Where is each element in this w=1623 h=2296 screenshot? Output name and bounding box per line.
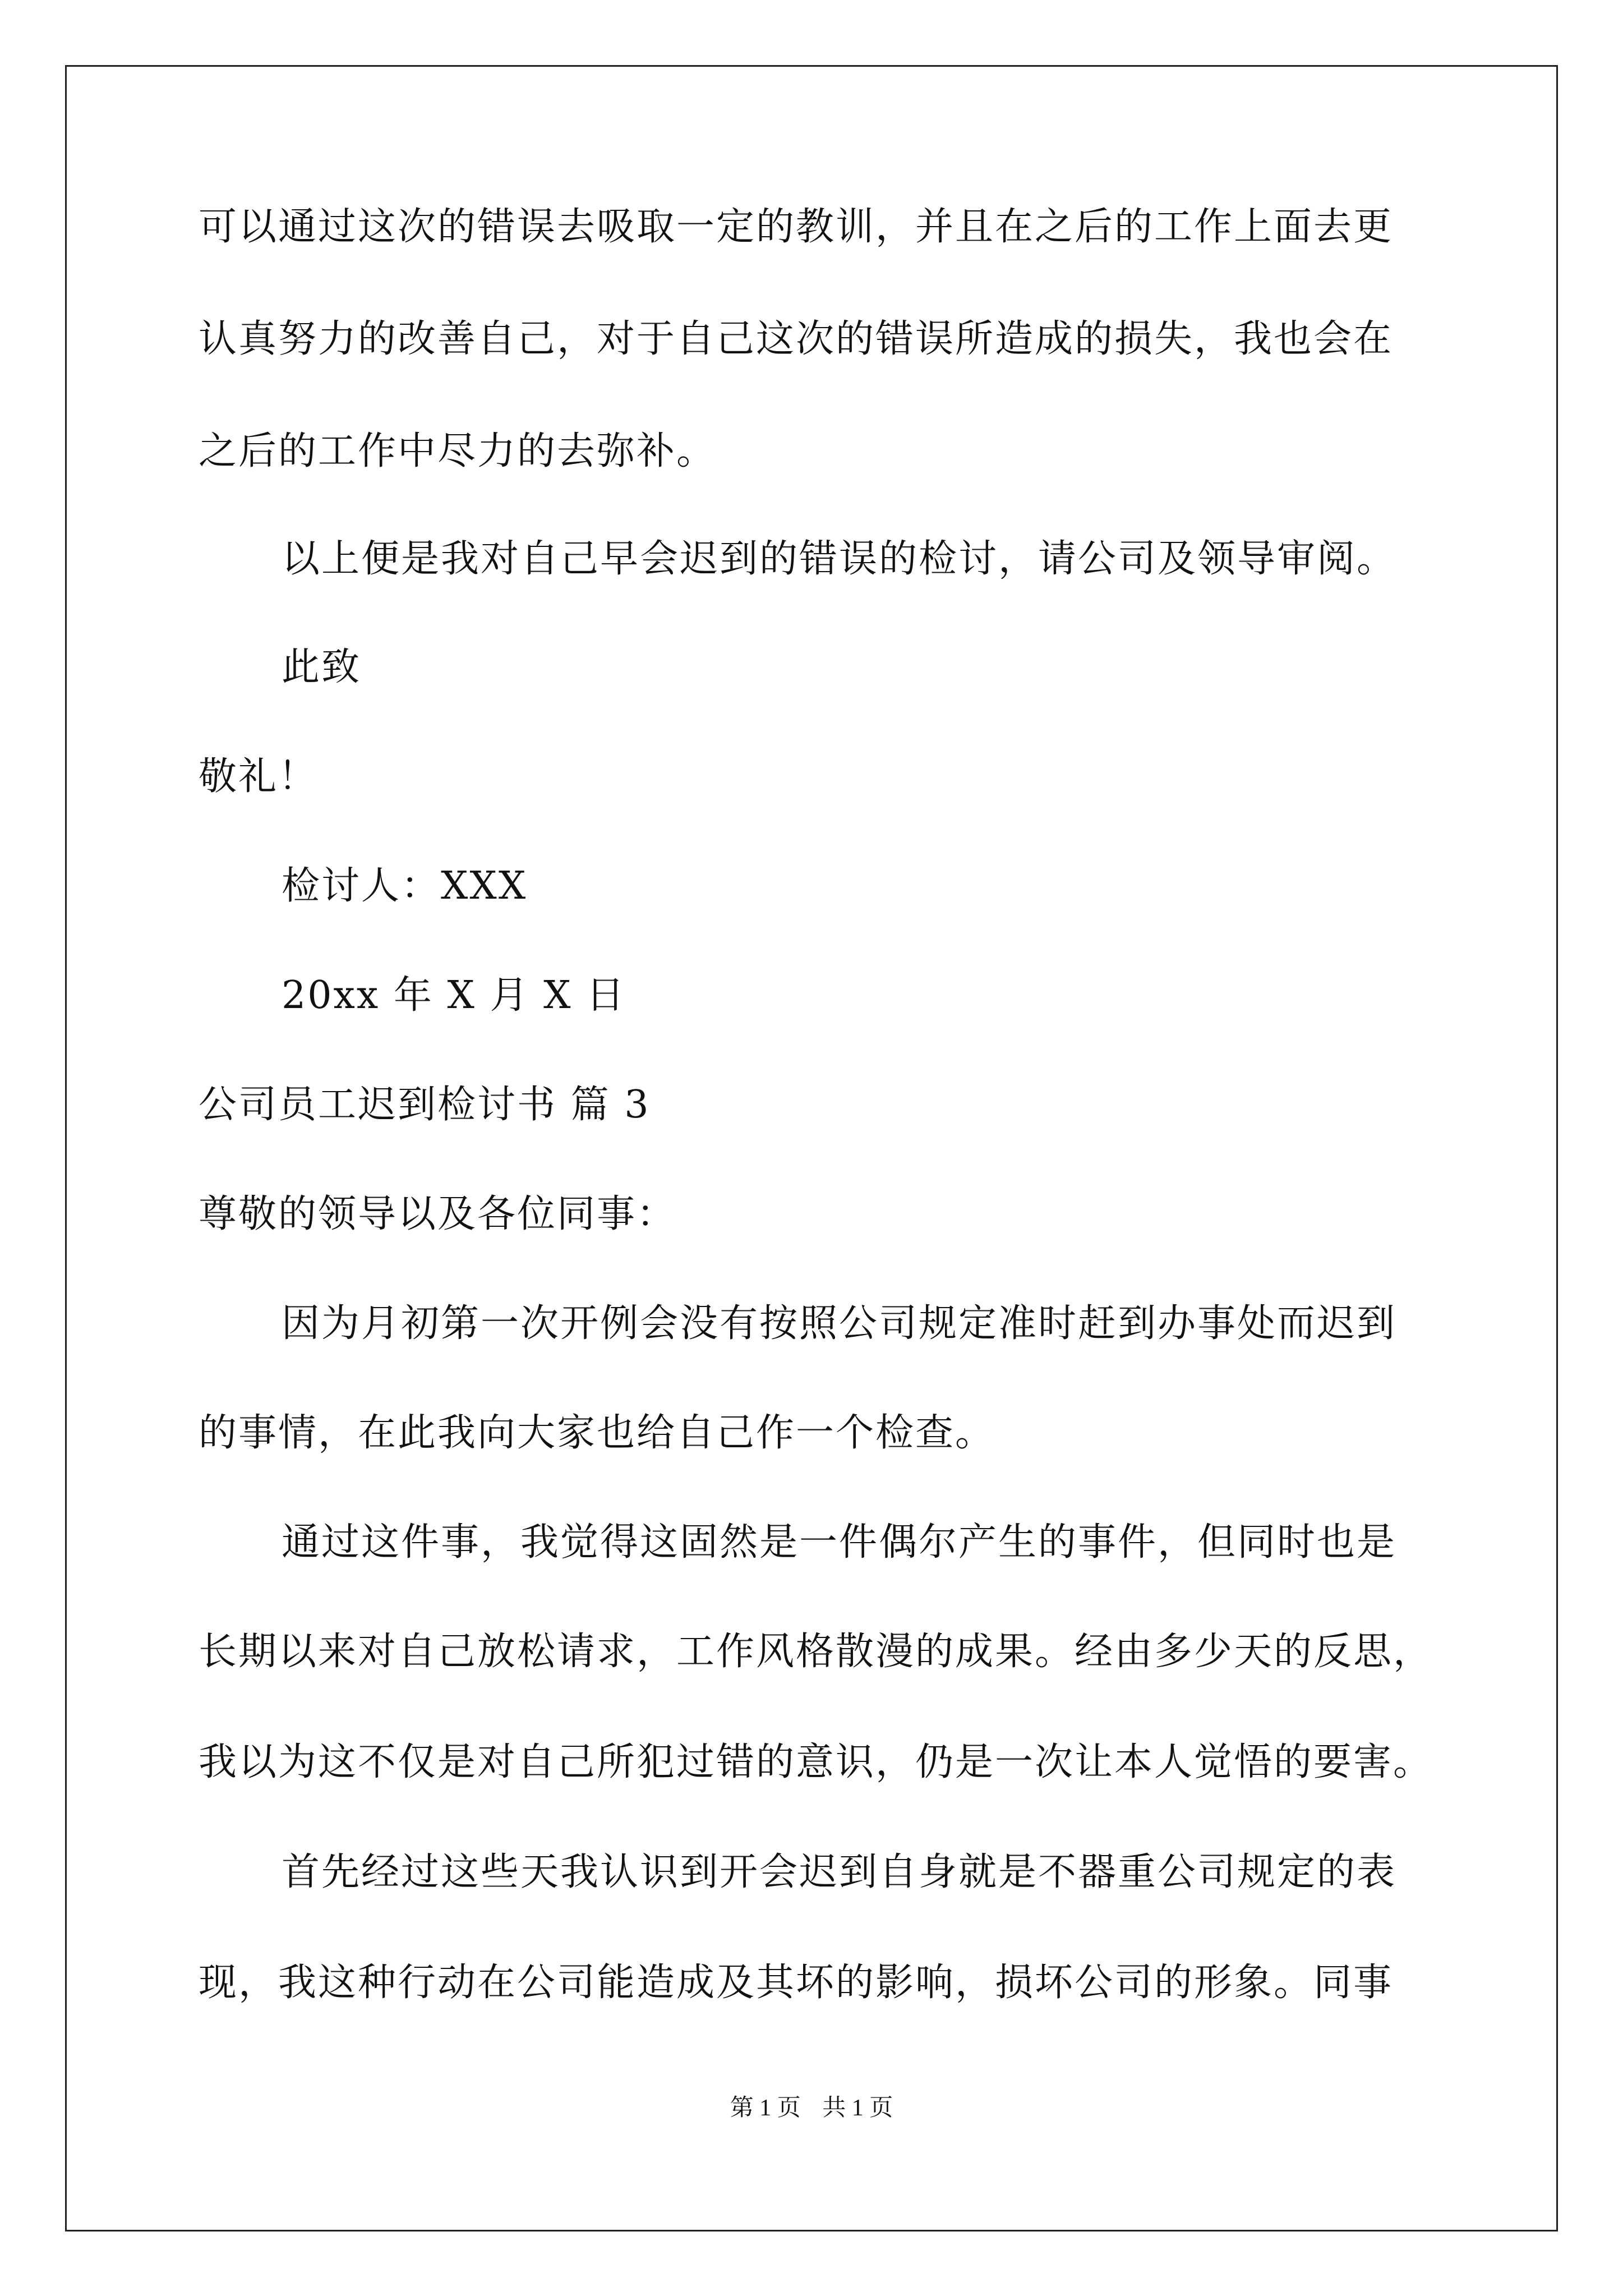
paragraph-line: 现，我这种行动在公司能造成及其坏的影响，损坏公司的形象。同事 — [199, 1961, 1394, 2005]
paragraph-line: 之后的工作中尽力的去弥补。 — [199, 429, 717, 473]
signature-date: 20xx 年 X 月 X 日 — [282, 973, 626, 1018]
paragraph-line: 长期以来对自己放松请求，工作风格散漫的成果。经由多少天的反思， — [199, 1630, 1433, 1674]
page-total: 共 1 页 — [822, 2095, 893, 2121]
closing-salutation: 此致 — [282, 645, 362, 689]
page-footer — [0, 2091, 1623, 2125]
signature-name: 检讨人：XXX — [282, 864, 528, 908]
closing-regards: 敬礼！ — [199, 754, 319, 799]
paragraph-line: 可以通过这次的错误去吸取一定的教训，并且在之后的工作上面去更 — [199, 205, 1394, 249]
paragraph-line: 的事情，在此我向大家也给自己作一个检查。 — [199, 1411, 995, 1455]
page-border — [65, 65, 1558, 2231]
paragraph-line: 以上便是我对自己早会迟到的错误的检讨，请公司及领导审阅。 — [282, 537, 1397, 581]
section-heading: 公司员工迟到检讨书 篇 3 — [199, 1083, 651, 1127]
paragraph-line: 认真努力的改善自己，对于自己这次的错误所造成的损失，我也会在 — [199, 317, 1394, 361]
greeting: 尊敬的领导以及各位同事： — [199, 1192, 677, 1236]
paragraph-line: 通过这件事，我觉得这固然是一件偶尔产生的事件，但同时也是 — [282, 1520, 1397, 1565]
page-number: 第 1 页 — [730, 2095, 801, 2121]
paragraph-line: 因为月初第一次开例会没有按照公司规定准时赶到办事处而迟到 — [282, 1301, 1397, 1346]
paragraph-line: 我以为这不仅是对自己所犯过错的意识，仍是一次让本人觉悟的要害。 — [199, 1740, 1433, 1784]
paragraph-line: 首先经过这些天我认识到开会迟到自身就是不器重公司规定的表 — [282, 1850, 1397, 1894]
